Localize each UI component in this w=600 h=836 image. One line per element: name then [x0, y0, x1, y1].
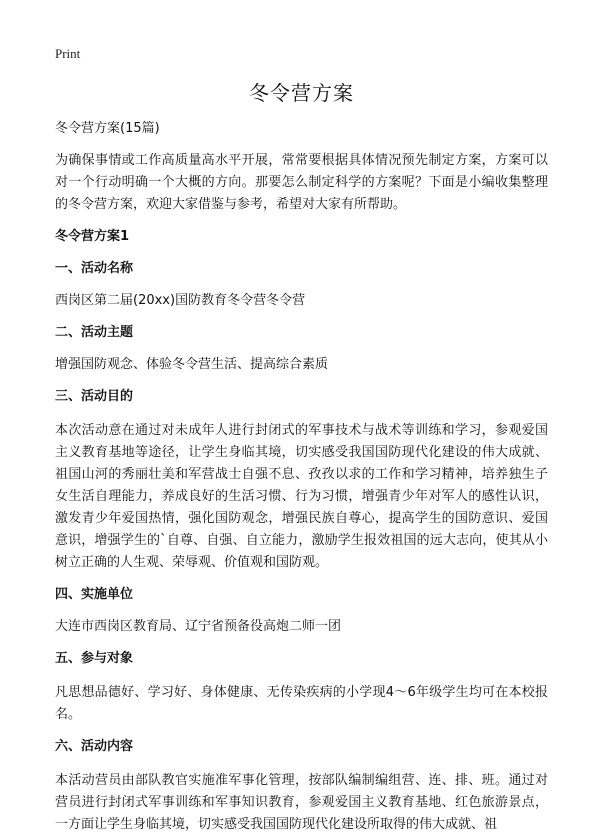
- body-participants: 凡思想品德好、学习好、身体健康、无传染疾病的小学现4～6年级学生均可在本校报名。: [55, 685, 548, 722]
- section-title: 冬令营方案1: [55, 229, 130, 244]
- body-activity-content: 本活动营员由部队教官实施准军事化管理，按部队编制编组营、连、排、班。通过对营员进行封闭式军事训练和军事知识教育，参观爱国主义教育基地、红色旅游景点，一方面让学生身临其境，切实感受我国国防现代化建设所取得的伟大成就、祖: [55, 773, 548, 832]
- intro-paragraph: 为确保事情或工作高质量高水平开展，常常要根据具体情况预先制定方案，方案可以对一个行动明确一个大概的方向。那要怎么制定科学的方案呢？下面是小编收集整理的冬令营方案，欢迎大家借鉴与参考，希望对大家有所帮助。: [55, 153, 548, 212]
- document-subtitle: 冬令营方案(15篇): [55, 121, 160, 136]
- heading-activity-name: 一、活动名称: [55, 261, 134, 276]
- body-activity-purpose: 本次活动意在通过对未成年人进行封闭式的军事技术与战术等训练和学习，参观爱国主义教育基地等途径，让学生身临其境，切实感受我国国防现代化建设的伟大成就、祖国山河的秀丽壮美和军营战士自强不息、孜孜以求的工作和学习精神，培养独生子女生活自理能力，养成良好的生活习惯、行为习惯，增强青少年对军人的感性认识，激发青少年爱国热情，强化国防观念，增强民族自尊心，提高学生的国防意识、爱国意识，增强学生的`自尊、自强、自立能力，激励学生报效祖国的远大志向，使其从小树立正确的人生观、荣辱观、价值观和国防观。: [55, 423, 548, 570]
- body-activity-theme: 增强国防观念、体验冬令营生活、提高综合素质: [55, 357, 329, 372]
- heading-participants: 五、参与对象: [55, 651, 134, 666]
- body-activity-name: 西岗区第二届(20xx)国防教育冬令营冬令营: [55, 293, 306, 308]
- heading-activity-theme: 二、活动主题: [55, 325, 134, 340]
- heading-activity-content: 六、活动内容: [55, 739, 134, 754]
- heading-organizer: 四、实施单位: [55, 587, 134, 602]
- print-link[interactable]: Print: [55, 46, 81, 61]
- document-title: 冬令营方案: [249, 81, 354, 105]
- body-organizer: 大连市西岗区教育局、辽宁省预备役高炮二师一团: [55, 619, 342, 634]
- heading-activity-purpose: 三、活动目的: [55, 389, 134, 404]
